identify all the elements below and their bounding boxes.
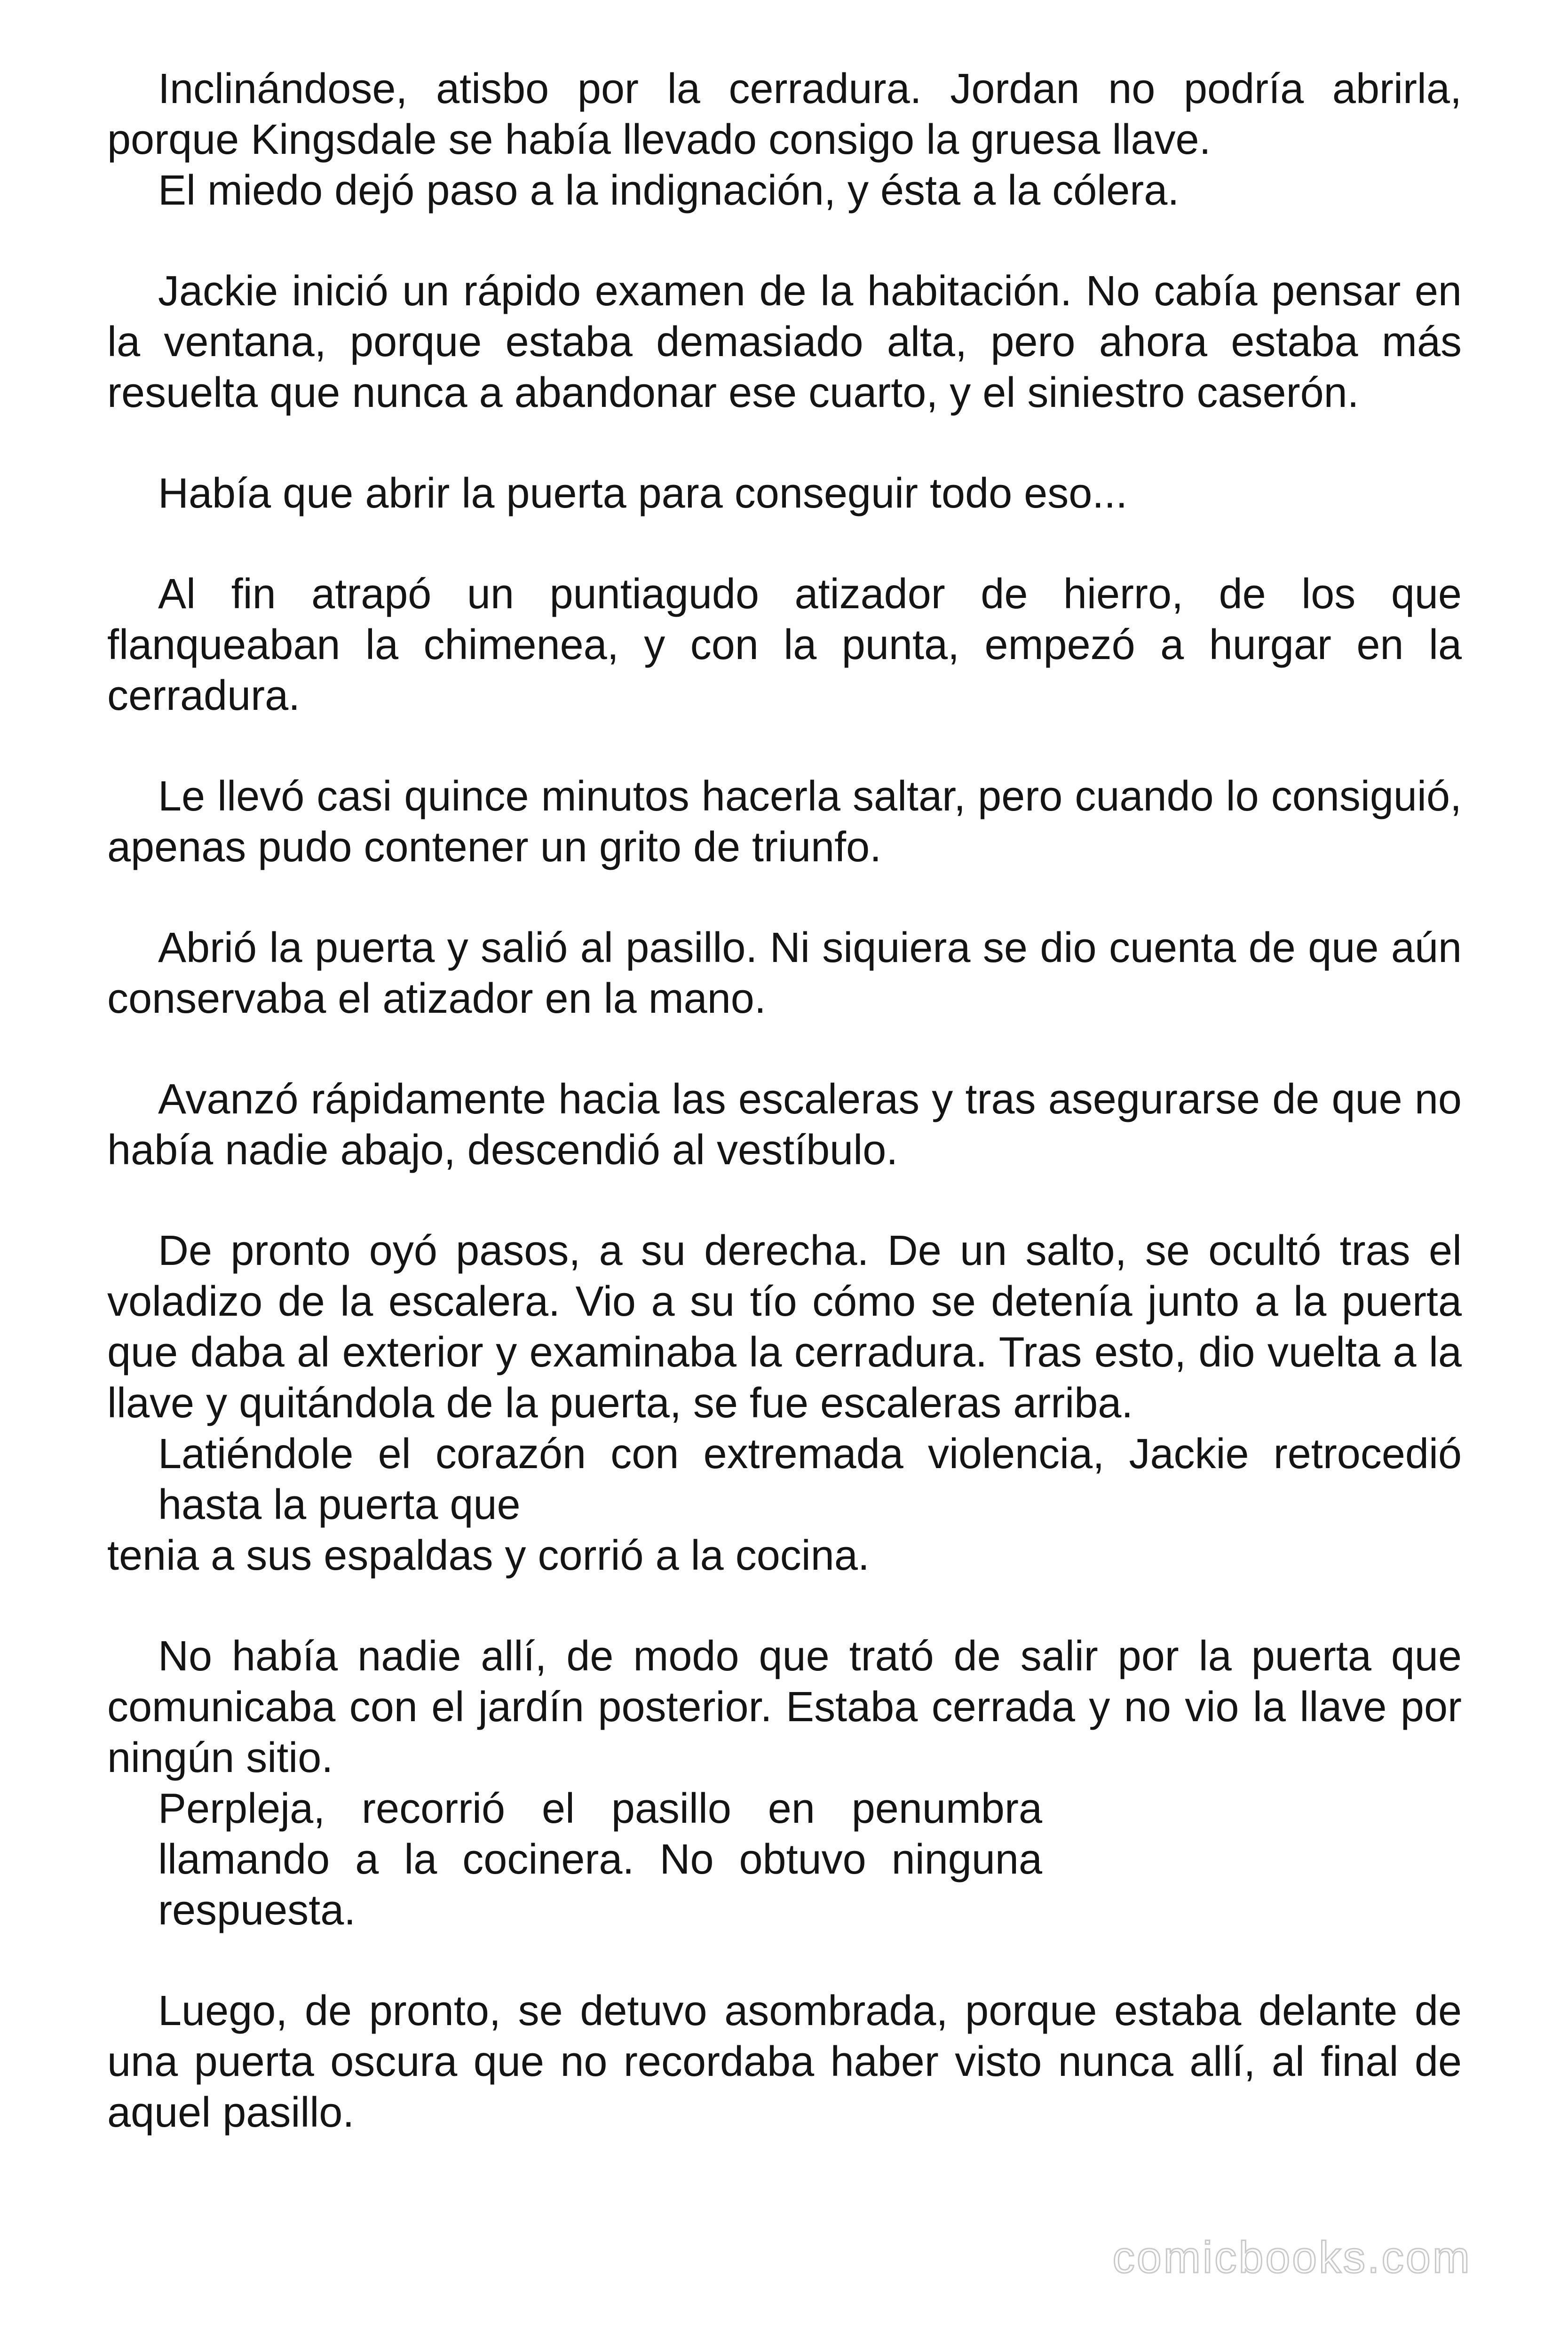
- page-text: [107, 64, 1462, 2138]
- paragraph-1: Inclinándose, atisbo por la cerradura. Jordan no podría abrirla, porque Kingsdale se había llevado consigo la gruesa llave.: [107, 65, 1462, 163]
- paragraph-3: Jackie inició un rápido examen de la habitación. No cabía pensar en la ventana, porque estaba demasiado alta, pero ahora estaba más resuelta que nunca a abandonar ese cuarto, y el siniestro caserón.: [107, 268, 1462, 416]
- paragraph-11: tenia a sus espaldas y corrió a la cocina.: [107, 1532, 870, 1579]
- paragraph-2: El miedo dejó paso a la indignación, y ésta a la cólera.: [158, 167, 1180, 214]
- watermark: comicbooks.com: [1112, 2233, 1472, 2282]
- paragraph-7: Abrió la puerta y salió al pasillo. Ni siquiera se dio cuenta de que aún conservaba el atizador en la mano.: [107, 924, 1462, 1022]
- paragraph-12: No había nadie allí, de modo que trató de salir por la puerta que comunicaba con el jardín posterior. Estaba cerrada y no vio la llave por ningún sitio.: [107, 1633, 1462, 1781]
- paragraph-9: De pronto oyó pasos, a su derecha. De un salto, se ocultó tras el voladizo de la escalera. Vio a su tío cómo se detenía junto a la puerta que daba al exterior y examinaba la cerradura. Tras esto, dio vuelta a la llave y quitándola de la puerta, se fue escaleras arriba.: [107, 1227, 1462, 1427]
- paragraph-6: Le llevó casi quince minutos hacerla saltar, pero cuando lo consiguió, apenas pudo contener un grito de triunfo.: [107, 773, 1462, 871]
- paragraph-14: Luego, de pronto, se detuvo asombrada, porque estaba delante de una puerta oscura que no recordaba haber visto nunca allí, al final de aquel pasillo.: [107, 1987, 1462, 2136]
- paragraph-5: Al fin atrapó un puntiagudo atizador de hierro, de los que flanqueaban la chimenea, y con la punta, empezó a hurgar en la cerradura.: [107, 571, 1462, 719]
- paragraph-4: Había que abrir la puerta para conseguir todo eso...: [158, 470, 1128, 517]
- paragraph-8: Avanzó rápidamente hacia las escaleras y tras asegurarse de que no había nadie abajo, descendió al vestíbulo.: [107, 1076, 1462, 1174]
- paragraph-13: Perpleja, recorrió el pasillo en penumbra llamando a la cocinera. No obtuvo ninguna respuesta.: [158, 1785, 1042, 1934]
- paragraph-10: Latiéndole el corazón con extremada violencia, Jackie retrocedió hasta la puerta que: [158, 1430, 1462, 1528]
